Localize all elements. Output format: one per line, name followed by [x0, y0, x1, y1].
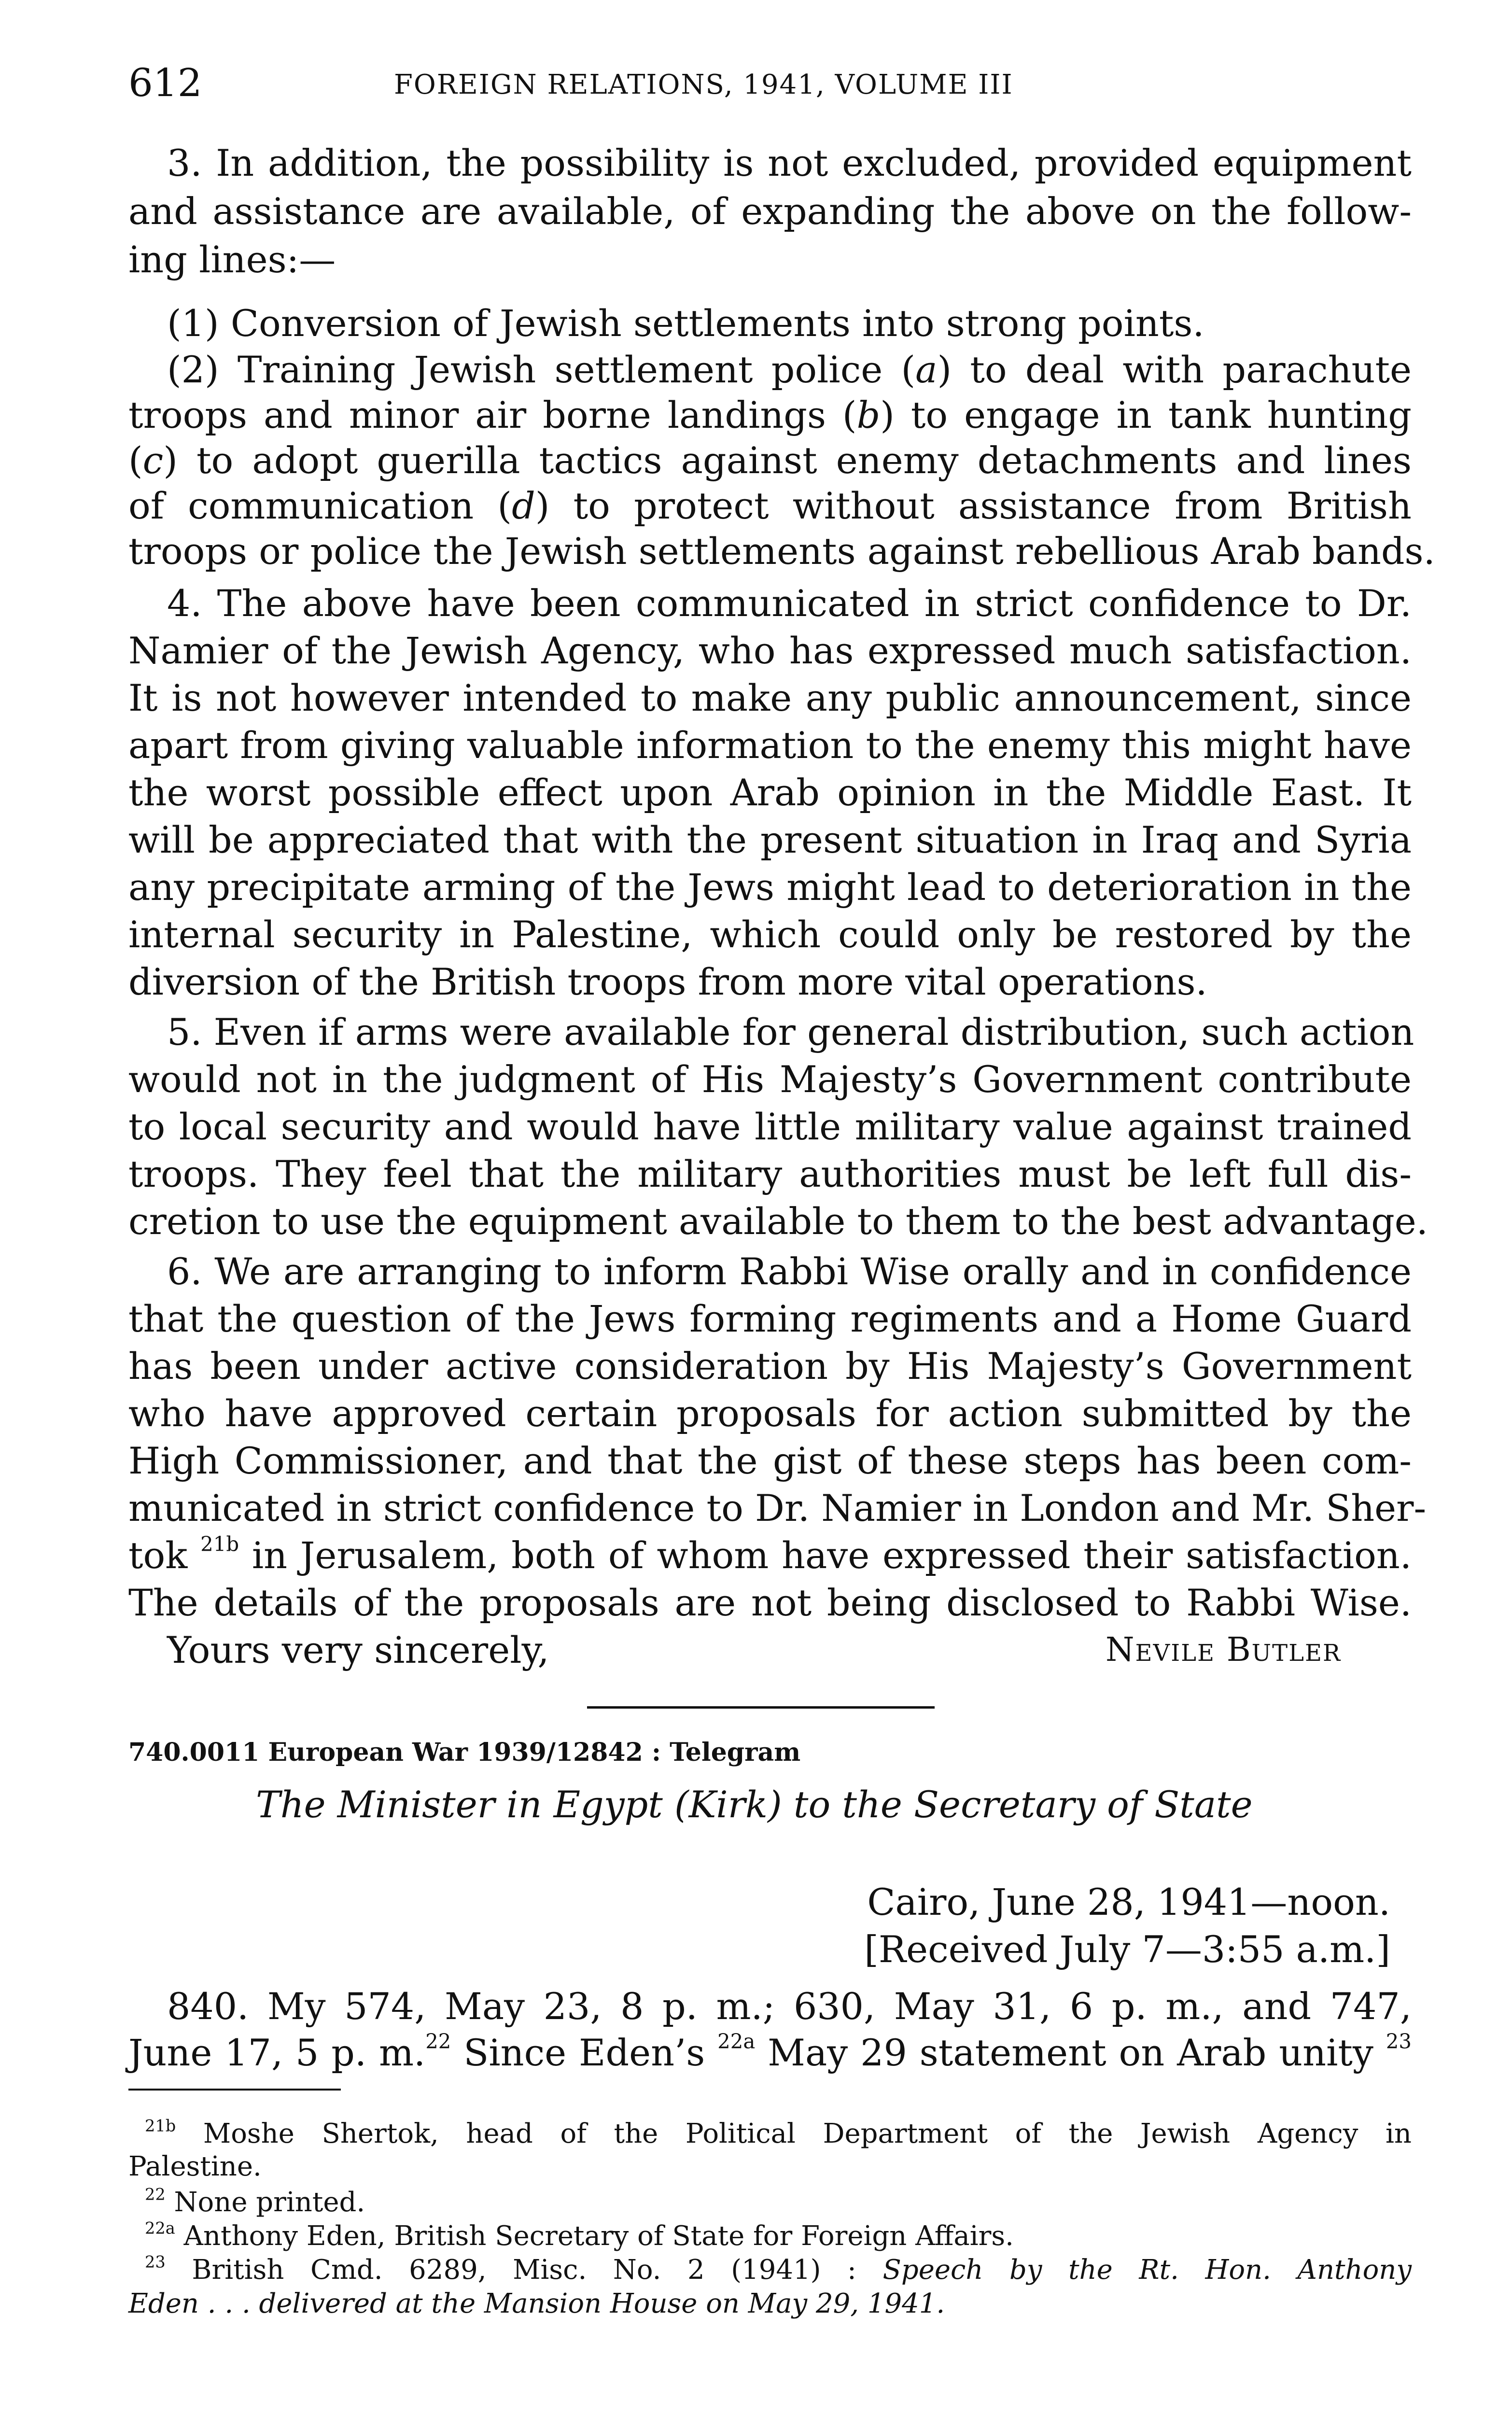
- para5-line4: troops. They feel that the military authorities must be left full dis-: [128, 1152, 1412, 1195]
- para4-line9: diversion of the British troops from more vital operations.: [128, 960, 1207, 1003]
- file-number: 740.0011 European War 1939/12842 : Telegram: [128, 1738, 801, 1767]
- para4-line2: Namier of the Jewish Agency, who has expressed much satisfaction.: [128, 629, 1412, 672]
- para6-line6: municated in strict confidence to Dr. Namier in London and Mr. Sher-: [128, 1487, 1427, 1530]
- footnote-21b-line2: Palestine.: [128, 2151, 262, 2182]
- para3-item2-line1: (2) Training Jewish settlement police (a) to deal with parachute: [167, 348, 1412, 391]
- footnote-22a: $^{22a}$ Anthony Eden, British Secretary of State for Foreign Affairs.: [145, 2218, 1014, 2252]
- footnote-22: $^{22}$ None printed.: [145, 2185, 365, 2218]
- para5-line5: cretion to use the equipment available to them to the best advantage.: [128, 1200, 1428, 1243]
- para5-line1: 5. Even if arms were available for general distribution, such action: [167, 1011, 1414, 1053]
- para4-line7: any precipitate arming of the Jews might lead to deterioration in the: [128, 866, 1412, 909]
- para3-item2-line4: of communication (d) to protect without assistance from British: [128, 484, 1412, 527]
- para6-line8: The details of the proposals are not being disclosed to Rabbi Wise.: [128, 1581, 1412, 1624]
- para6-line1: 6. We are arranging to inform Rabbi Wise orally and in confidence: [167, 1250, 1412, 1293]
- footnote-21b-line1: $^{21b}$ Moshe Shertok, head of the Political Department of the Jewish Agency in: [145, 2116, 1412, 2149]
- footnote-23-line1: $^{23}$ British Cmd. 6289, Misc. No. 2 (1941) : Speech by the Rt. Hon. Anthony: [145, 2252, 1412, 2286]
- para3-item2-line3: (c) to adopt guerilla tactics against enemy detachments and lines: [128, 439, 1412, 482]
- para3-line3: ing lines:—: [128, 238, 336, 281]
- telegram-body-line1: 840. My 574, May 23, 8 p. m.; 630, May 31, 6 p. m., and 747,: [167, 1985, 1412, 2028]
- para4-line4: apart from giving valuable information to the enemy this might have: [128, 724, 1412, 767]
- para4-line6: will be appreciated that with the present situation in Iraq and Syria: [128, 818, 1412, 861]
- footnote-ref-21b: 21b: [200, 1532, 239, 1556]
- para6-line3: has been under active consideration by His Majesty’s Government: [128, 1345, 1412, 1388]
- running-title: FOREIGN RELATIONS, 1941, VOLUME III: [394, 69, 1013, 100]
- closing-signature: Nevile Butler: [1106, 1631, 1342, 1669]
- para5-line3: to local security and would have little military value against trained: [128, 1105, 1412, 1148]
- para3-item1: (1) Conversion of Jewish settlements into strong points.: [167, 302, 1204, 345]
- dateline: Cairo, June 28, 1941—noon.: [867, 1881, 1390, 1923]
- para6-line4: who have approved certain proposals for action submitted by the: [128, 1392, 1412, 1435]
- para6-line2: that the question of the Jews forming regiments and a Home Guard: [128, 1297, 1412, 1340]
- para3-line1: 3. In addition, the possibility is not excluded, provided equipment: [167, 141, 1412, 184]
- telegram-body-line2: June 17, 5 p. m.$^{22}$ Since Eden’s $^{22a}$ May 29 statement on Arab unity $^{23}$: [128, 2029, 1412, 2074]
- para4-line1: 4. The above have been communicated in strict confidence to Dr.: [167, 582, 1412, 625]
- para6-line5: High Commissioner, and that the gist of these steps has been com-: [128, 1439, 1412, 1482]
- para4-line5: the worst possible effect upon Arab opinion in the Middle East. It: [128, 771, 1412, 814]
- footnote-ref-23: 23: [1386, 2029, 1412, 2053]
- received-line: [Received July 7—3:55 a.m.]: [864, 1928, 1390, 1971]
- para6-line7: tok $^{21b}$ in Jerusalem, both of whom have expressed their satisfaction.: [128, 1532, 1412, 1577]
- footnote-ref-22: 22: [425, 2029, 451, 2053]
- footnote-ref-22a: 22a: [717, 2029, 756, 2053]
- para3-item2-line2: troops and minor air borne landings (b) to engage in tank hunting: [128, 393, 1412, 436]
- para5-line2: would not in the judgment of His Majesty’s Government contribute: [128, 1058, 1412, 1101]
- para4-line3: It is not however intended to make any public announcement, since: [128, 676, 1412, 719]
- page-number: 612: [128, 60, 202, 105]
- para3-item2-line5: troops or police the Jewish settlements against rebellious Arab bands.: [128, 530, 1435, 573]
- para4-line8: internal security in Palestine, which could only be restored by the: [128, 913, 1412, 956]
- section-divider: [587, 1706, 935, 1709]
- footnote-23-line2: Eden . . . delivered at the Mansion House on May 29, 1941.: [128, 2288, 945, 2319]
- document-heading: The Minister in Egypt (Kirk) to the Secretary of State: [256, 1783, 1253, 1826]
- para3-line2: and assistance are available, of expanding the above on the follow-: [128, 190, 1412, 233]
- closing-salutation: Yours very sincerely,: [167, 1628, 549, 1671]
- footnote-rule: [128, 2089, 341, 2091]
